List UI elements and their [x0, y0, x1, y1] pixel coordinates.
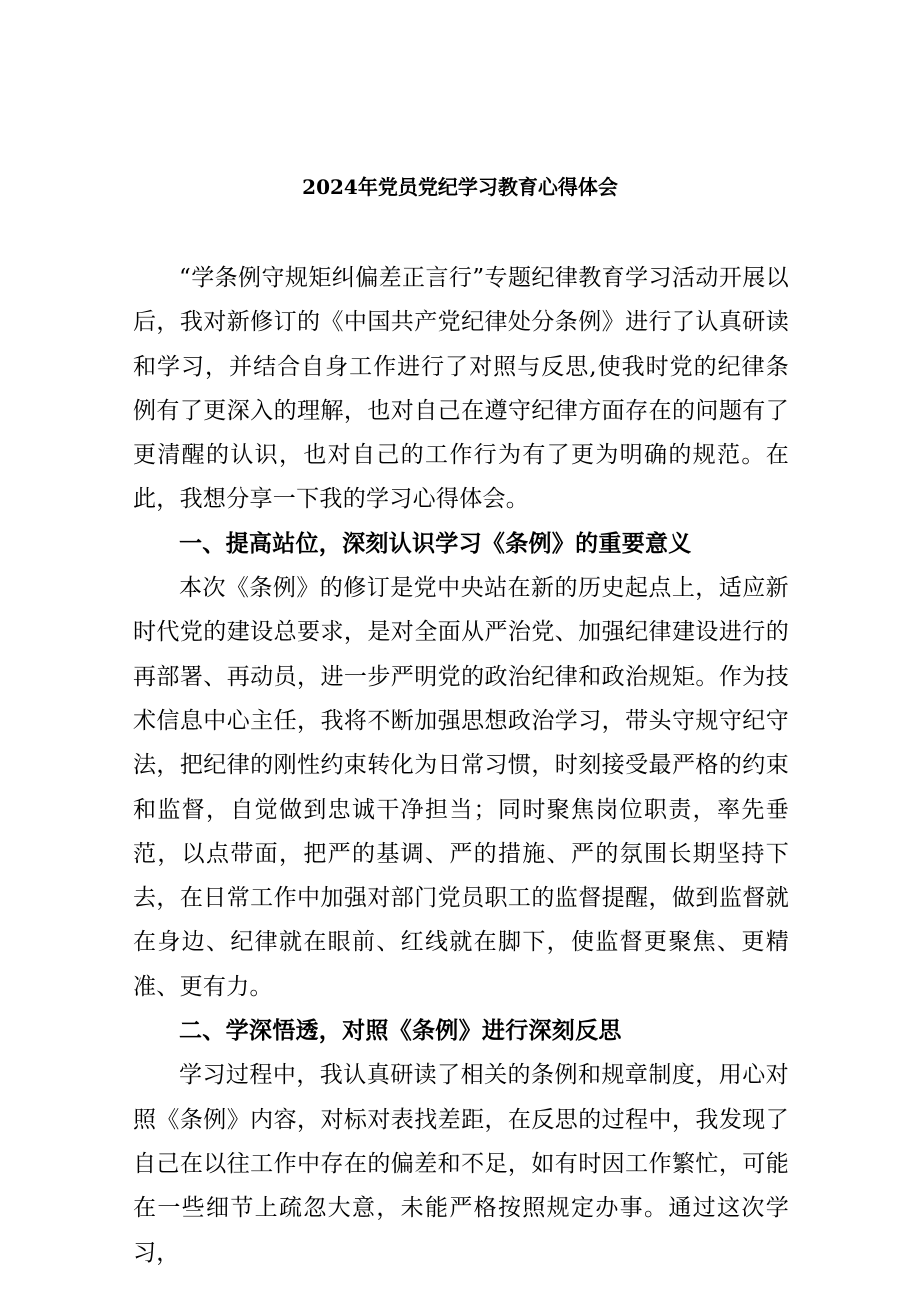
- document-title: 2024年党员党纪学习教育心得体会: [302, 175, 618, 199]
- section-2-paragraph: 学习过程中，我认真研读了相关的条例和规章制度，用心对照《条例》内容，对标对表找差距，在反思的过程中，我发现了自己在以往工作中存在的偏差和不足，如有时因工作繁忙，可能在一些细节上疏忽大意，未能严格按照规定办事。通过这次学习，: [133, 1062, 789, 1266]
- section-heading-2: 二、学深悟透，对照《条例》进行深刻反思: [179, 1017, 622, 1045]
- section-heading-1: 一、提高站位，深刻认识学习《条例》的重要意义: [179, 529, 692, 557]
- document-body: [133, 256, 789, 1275]
- section-1-paragraph: 本次《条例》的修订是党中央站在新的历史起点上，适应新时代党的建设总要求，是对全面从严治党、加强纪律建设进行的再部署、再动员，进一步严明党的政治纪律和政治规矩。作为技术信息中心主任，我将不断加强思想政治学习，带头守规守纪守法，把纪律的刚性约束转化为日常习惯，时刻接受最严格的约束和监督，自觉做到忠诚干净担当；同时聚焦岗位职责，率先垂范，以点带面，把严的基调、严的措施、严的氛围长期坚持下去，在日常工作中加强对部门党员职工的监督提醒，做到监督就在身边、纪律就在眼前、红线就在脚下，使监督更聚焦、更精准、更有力。: [133, 575, 789, 1000]
- intro-paragraph: “学条例守规矩纠偏差正言行”专题纪律教育学习活动开展以后，我对新修订的《中国共产党纪律处分条例》进行了认真研读和学习，并结合自身工作进行了对照与反思,使我时党的纪律条例有了更深入的理解，也对自己在遵守纪律方面存在的问题有了更清醒的认识，也对自己的工作行为有了更为明确的规范。在此，我想分享一下我的学习心得体会。: [133, 265, 789, 513]
